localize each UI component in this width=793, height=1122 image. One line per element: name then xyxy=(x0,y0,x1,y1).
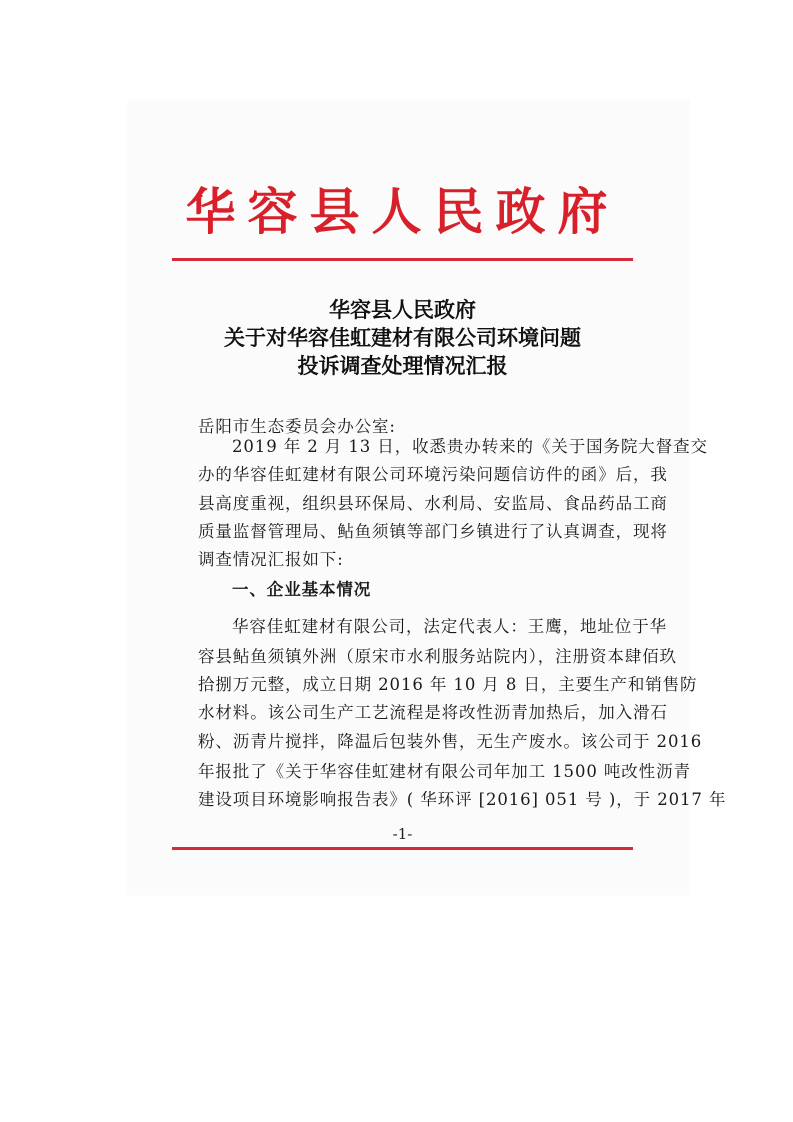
body-line: 2019 年 2 月 13 日，收悉贵办转来的《关于国务院大督查交 xyxy=(232,437,708,456)
page-number: -1- xyxy=(392,825,413,843)
section-line: 容县鲇鱼须镇外洲（原宋市水利服务站院内），注册资本肆佰玖 xyxy=(198,647,677,666)
document-title-line-1: 华容县人民政府 xyxy=(329,297,476,322)
letterhead-title: 华容县人民政府 xyxy=(185,182,620,241)
section-line: 拾捌万元整，成立日期 2016 年 10 月 8 日，主要生产和销售防 xyxy=(198,675,698,694)
body-line: 质量监督管理局、鲇鱼须镇等部门乡镇进行了认真调查，现将 xyxy=(198,522,668,541)
section-line: 建设项目环境影响报告表》( 华环评 [2016] 051 号 )，于 2017 年 xyxy=(198,790,727,809)
body-line: 县高度重视，组织县环保局、水利局、安监局、食品药品工商 xyxy=(198,494,668,513)
section-line: 年报批了《关于华容佳虹建材有限公司年加工 1500 吨改性沥青 xyxy=(198,762,691,781)
document-title-line-3: 投诉调查处理情况汇报 xyxy=(297,353,508,378)
section-line: 水材料。该公司生产工艺流程是将改性沥青加热后，加入滑石 xyxy=(198,703,668,722)
body-line: 办的华容佳虹建材有限公司环境污染问题信访件的函》后，我 xyxy=(198,465,668,484)
section-line: 粉、沥青片搅拌，降温后包装外售，无生产废水。该公司于 2016 xyxy=(198,732,703,751)
bottom-red-rule xyxy=(172,847,633,850)
recipient: 岳阳市生态委员会办公室: xyxy=(198,417,396,436)
section-line: 华容佳虹建材有限公司，法定代表人：王鹰，地址位于华 xyxy=(232,617,667,636)
body-line: 调查情况汇报如下: xyxy=(198,550,344,569)
section-heading: 一、企业基本情况 xyxy=(232,580,372,599)
top-red-rule xyxy=(172,258,633,261)
document-title-line-2: 关于对华容佳虹建材有限公司环境问题 xyxy=(224,325,581,350)
